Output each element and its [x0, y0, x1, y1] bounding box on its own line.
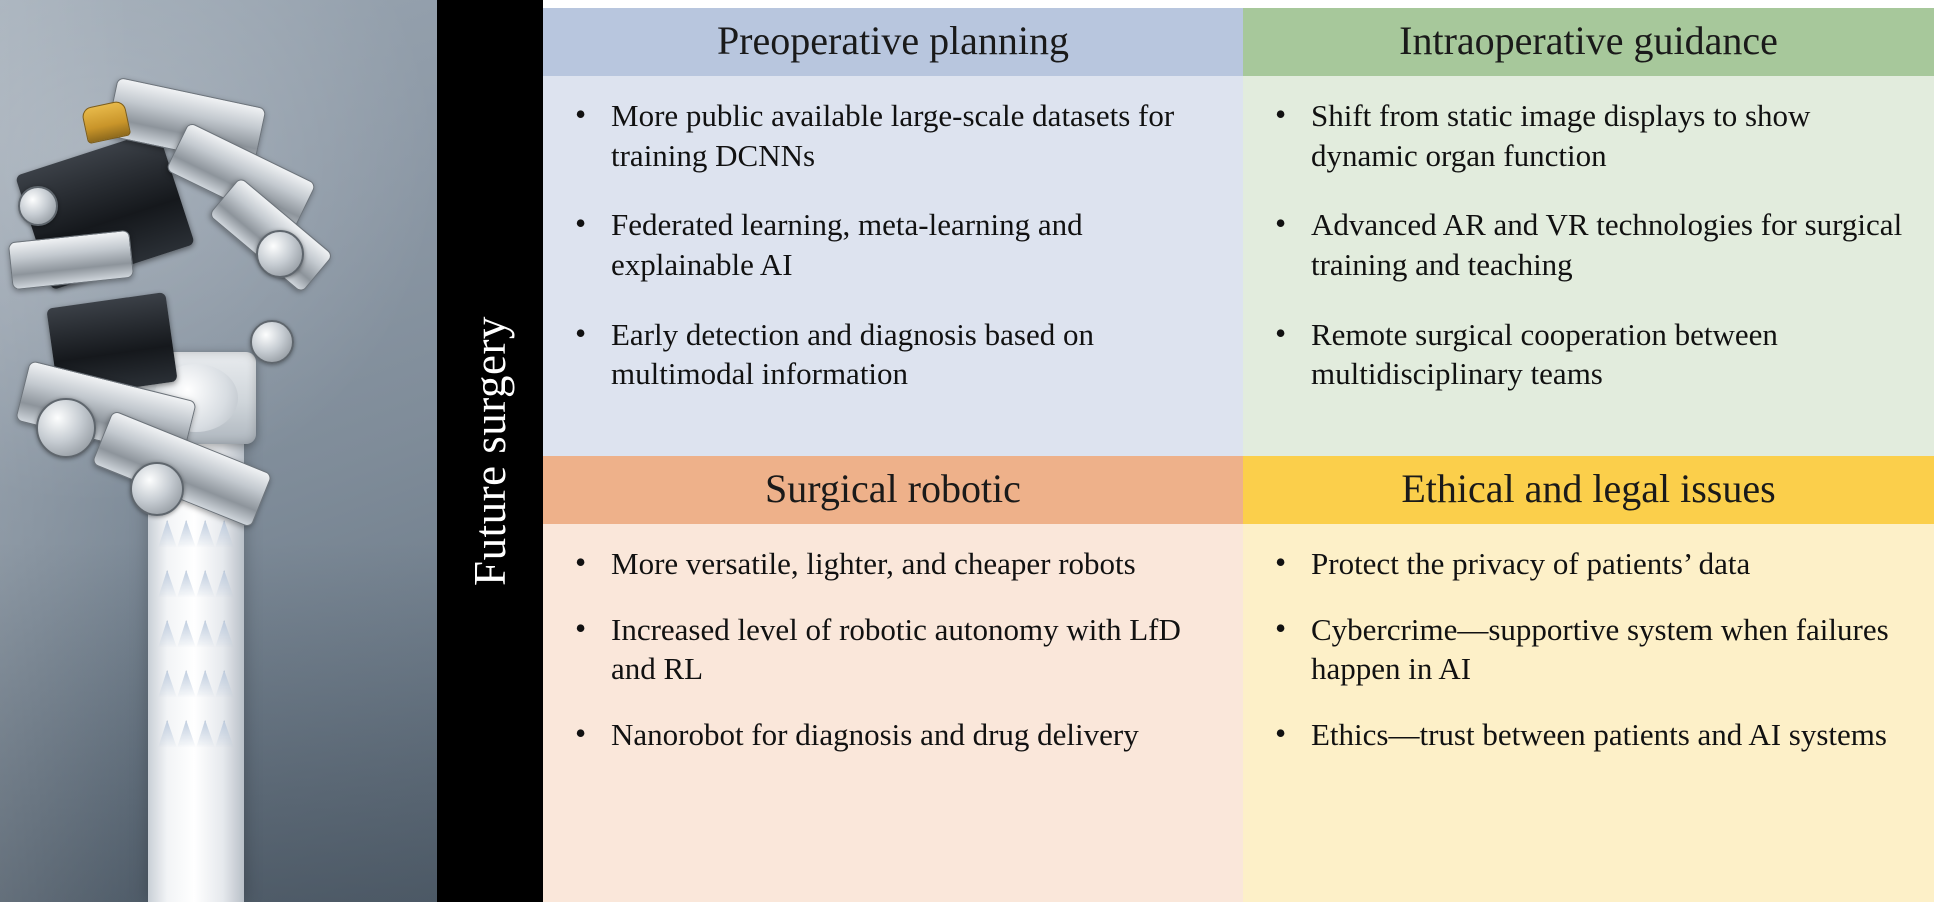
quadrant-body-intraoperative-guidance [1243, 76, 1934, 456]
list-item: • Cybercrime—supportive system when failures happen in AI [1265, 610, 1908, 689]
bullet-list [565, 544, 1217, 755]
quadrant-surgical-robotic [543, 456, 1243, 902]
list-item: • Increased level of robotic autonomy with LfD and RL [565, 610, 1217, 689]
joint-3 [256, 230, 304, 278]
bullet-list [1265, 544, 1908, 755]
quadrant-intraoperative-guidance [1243, 0, 1934, 456]
list-item: • Early detection and diagnosis based on multimodal information [565, 315, 1217, 394]
stent-zigzag-3 [158, 620, 234, 648]
quadrant-ethical-and-legal-issues [1243, 456, 1934, 902]
robotic-gripper-photo [0, 0, 437, 902]
joint-2 [130, 462, 184, 516]
quadrant-title-preoperative-planning: Preoperative planning [543, 8, 1243, 76]
stent-zigzag-4 [158, 670, 234, 698]
bullet-list [565, 96, 1217, 394]
quadrant-title-ethical-and-legal-issues: Ethical and legal issues [1243, 456, 1934, 524]
stent-zigzag-5 [158, 720, 234, 748]
list-item: • More public available large-scale datasets for training DCNNs [565, 96, 1217, 175]
quadrant-grid [543, 0, 1934, 902]
quadrant-body-preoperative-planning [543, 76, 1243, 456]
stent-zigzag-2 [158, 570, 234, 598]
list-item: • Nanorobot for diagnosis and drug delivery [565, 715, 1217, 755]
list-item: • Shift from static image displays to show dynamic organ function [1265, 96, 1908, 175]
robot-arm-illustration [0, 0, 360, 902]
side-title-bar [437, 0, 543, 902]
list-item: • Protect the privacy of patients’ data [1265, 544, 1908, 584]
quadrant-title-intraoperative-guidance: Intraoperative guidance [1243, 8, 1934, 76]
list-item: • Advanced AR and VR technologies for surgical training and teaching [1265, 205, 1908, 284]
quadrant-preoperative-planning [543, 0, 1243, 456]
link-lower-3 [8, 230, 134, 290]
list-item: • Ethics—trust between patients and AI systems [1265, 715, 1908, 755]
bullet-list [1265, 96, 1908, 394]
joint-5 [18, 186, 58, 226]
list-item: • Remote surgical cooperation between multidisciplinary teams [1265, 315, 1908, 394]
quadrant-body-ethical-and-legal-issues [1243, 524, 1934, 902]
quadrant-title-surgical-robotic: Surgical robotic [543, 456, 1243, 524]
list-item: • More versatile, lighter, and cheaper robots [565, 544, 1217, 584]
list-item: • Federated learning, meta-learning and explainable AI [565, 205, 1217, 284]
stent-zigzag-1 [158, 520, 234, 548]
quadrant-body-surgical-robotic [543, 524, 1243, 902]
side-title-label: Future surgery [465, 316, 516, 586]
joint-1 [36, 398, 96, 458]
joint-4 [250, 320, 294, 364]
